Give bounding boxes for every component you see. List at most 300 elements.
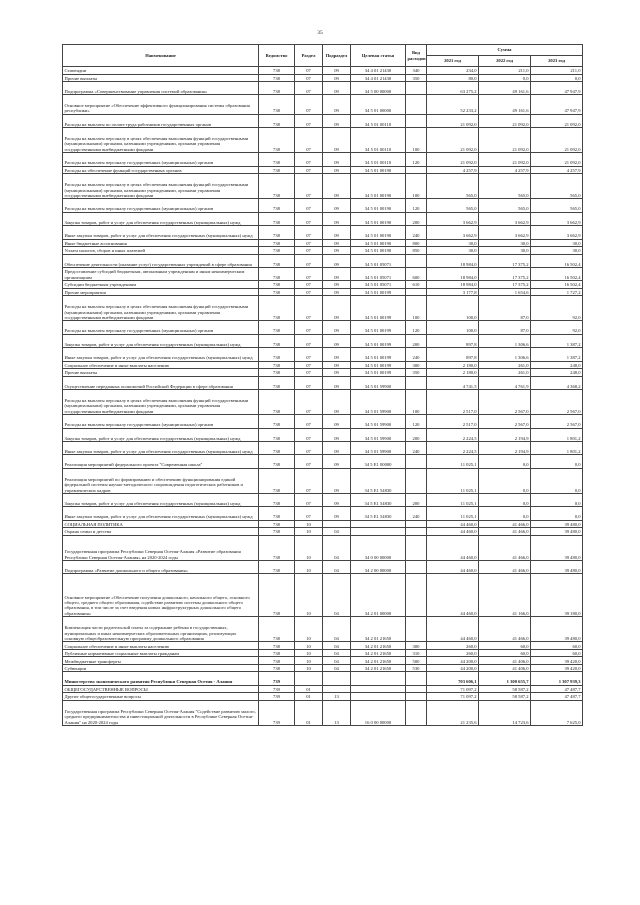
row-sum-2023: 39 480,0 [531,520,583,528]
table-row [63,390,583,415]
row-expense-type [406,95,427,114]
row-sum-2023: 16 502,4 [531,267,583,280]
row-ministry: 738 [259,334,295,347]
row-ministry: 739 [259,672,295,685]
row-sum-2022: 41 466,0 [479,617,531,642]
row-name: Государственная программа Республики Северная Осетия-Алания «Развитие образования Республики Северная Осетия-Алания» на 2020-2024 годы [63,535,259,560]
row-sum-2023: 3 662,9 [531,226,583,239]
row-ministry: 738 [259,348,295,361]
row-subsection: 09 [323,321,351,334]
row-sum-2022: 565,0 [479,174,531,199]
row-sum-2023: 60,0 [531,649,583,657]
row-name: Субвенции [63,664,259,672]
row-section: 10 [295,535,323,560]
row-ministry: 738 [259,428,295,441]
row-target: 34 5 01 00190 [351,212,406,225]
row-target: 34 2 01 21650 [351,642,406,650]
row-expense-type: 200 [406,212,427,225]
row-target: 34 5 01 00190 [351,226,406,239]
table-row [63,348,583,361]
row-sum-2021: 897,8 [427,348,479,361]
row-section: 10 [295,520,323,528]
row-sum-2023: 16 502,4 [531,281,583,289]
table-row [63,700,583,725]
row-target: 34 5 01 00190 [351,199,406,212]
row-expense-type: 100 [406,174,427,199]
table-row [63,239,583,247]
row-expense-type: 200 [406,334,427,347]
row-target [351,520,406,528]
table-row [63,664,583,672]
table-row [63,199,583,212]
row-ministry: 738 [259,74,295,82]
row-section: 10 [295,649,323,657]
row-section: 10 [295,664,323,672]
row-expense-type: 300 [406,361,427,369]
row-target: 34 5 01 59900 [351,428,406,441]
row-subsection: 09 [323,254,351,267]
row-expense-type [406,574,427,617]
row-expense-type: 240 [406,507,427,520]
row-sum-2023: 21 092,0 [531,128,583,153]
table-row [63,212,583,225]
row-section: 07 [295,247,323,255]
row-sum-2022: 41 166,0 [479,574,531,617]
row-sum-2023: 248,0 [531,361,583,369]
row-sum-2023: 30,0 [531,247,583,255]
row-name: Расходы на выплаты персоналу государственных (муниципальных) органов [63,153,259,166]
row-sum-2022: 0,0 [479,74,531,82]
row-target: 34 5 01 00199 [351,369,406,377]
row-name: Субсидии бюджетным учреждениям [63,281,259,289]
table-row [63,649,583,657]
row-sum-2023: 4 257,9 [531,166,583,174]
row-section: 07 [295,334,323,347]
row-expense-type [406,166,427,174]
row-sum-2023: 30,0 [531,239,583,247]
row-expense-type [406,114,427,127]
row-sum-2022: 30,0 [479,247,531,255]
row-ministry: 738 [259,361,295,369]
row-sum-2022: 2 567,0 [479,415,531,428]
row-target: 34 2 01 00000 [351,574,406,617]
row-sum-2023: 60,0 [531,642,583,650]
row-name: Межбюджетные трансферты [63,657,259,665]
row-subsection: 09 [323,239,351,247]
row-target: 34 2 01 21650 [351,664,406,672]
row-target: 34 5 01 00199 [351,288,406,296]
row-name: Основное мероприятие «Обеспечение получения дошкольного, начального общего, основного общего, среднего общего образования, содействие развитию системы дошкольного общего образования, в том числе за счет введения новых инфраструктурных дошкольного общего образования» [63,574,259,617]
row-expense-type: 120 [406,153,427,166]
row-sum-2022: 49 161,6 [479,82,531,95]
row-sum-2021: 11 025,1 [427,493,479,506]
row-sum-2022: 0,0 [479,507,531,520]
row-subsection: 04 [323,560,351,573]
table-row [63,428,583,441]
row-sum-2023: 39 480,0 [531,535,583,560]
row-sum-2022: 261,0 [479,369,531,377]
row-sum-2021: 897,8 [427,334,479,347]
row-name: Другие общегосударственные вопросы [63,693,259,701]
row-subsection: 04 [323,528,351,536]
row-sum-2023: 565,0 [531,199,583,212]
row-name: Расходы на выплаты персоналу государственных (муниципальных) органов [63,321,259,334]
row-sum-2021: 11 025,1 [427,507,479,520]
row-subsection: 09 [323,153,351,166]
row-sum-2022: 4 761,9 [479,376,531,389]
row-sum-2021: 21 092,0 [427,153,479,166]
row-ministry: 738 [259,617,295,642]
row-expense-type: 310 [406,649,427,657]
row-target: 34 5 00 00000 [351,82,406,95]
row-section: 10 [295,642,323,650]
row-subsection: 09 [323,348,351,361]
row-ministry: 738 [259,166,295,174]
row-name: Стипендии [63,67,259,75]
table-row [63,166,583,174]
row-subsection [323,520,351,528]
row-subsection: 09 [323,74,351,82]
row-ministry: 738 [259,520,295,528]
row-sum-2021: 44 460,0 [427,574,479,617]
row-subsection: 04 [323,664,351,672]
row-sum-2022: 87,0 [479,321,531,334]
row-sum-2021: 11 025,1 [427,468,479,493]
header-year-2021: 2021 год [427,56,479,67]
row-target: 34 5 01 00199 [351,321,406,334]
row-subsection: 04 [323,657,351,665]
row-name: Закупка товаров, работ и услуг для обеспечения государственных (муниципальных) нужд [63,334,259,347]
row-section: 07 [295,376,323,389]
row-target: 34 5 E1 54830 [351,493,406,506]
row-sum-2021: 18 984,0 [427,267,479,280]
row-subsection: 09 [323,455,351,468]
row-name: Прочие выплаты [63,74,259,82]
row-sum-2022: 1 300 655,7 [479,672,531,685]
row-sum-2022: 565,0 [479,199,531,212]
budget-table [62,44,583,726]
row-section: 07 [295,361,323,369]
row-target: 34 5 01 00199 [351,348,406,361]
row-sum-2023: 1 801,2 [531,442,583,455]
row-sum-2021: 80,0 [427,74,479,82]
header-year-2022: 2022 год [479,56,531,67]
row-ministry: 738 [259,174,295,199]
row-ministry: 738 [259,226,295,239]
row-expense-type: 240 [406,226,427,239]
table-row [63,507,583,520]
row-sum-2021: 18 984,0 [427,254,479,267]
row-expense-type [406,288,427,296]
row-subsection: 09 [323,247,351,255]
table-row [63,468,583,493]
row-sum-2022: 21 092,0 [479,153,531,166]
row-sum-2022: 41 406,0 [479,664,531,672]
row-sum-2023: 248,0 [531,369,583,377]
row-subsection: 09 [323,82,351,95]
table-row [63,247,583,255]
row-subsection [323,672,351,685]
row-ministry: 738 [259,114,295,127]
row-ministry: 738 [259,468,295,493]
row-sum-2021: 52 233,2 [427,95,479,114]
row-name: Закупка товаров, работ и услуг для обеспечения государственных (муниципальных) нужд [63,493,259,506]
row-sum-2023: 1 387,2 [531,348,583,361]
row-section: 07 [295,296,323,321]
row-ministry: 738 [259,95,295,114]
row-subsection: 09 [323,226,351,239]
row-section: 10 [295,574,323,617]
row-section: 07 [295,455,323,468]
row-sum-2023: 565,0 [531,174,583,199]
row-expense-type [406,685,427,693]
table-row [63,296,583,321]
row-ministry: 738 [259,455,295,468]
row-sum-2023: 0,0 [531,507,583,520]
row-target: 34 5 01 00000 [351,95,406,114]
row-sum-2023: 21 092,0 [531,153,583,166]
row-sum-2021: 44 200,0 [427,664,479,672]
row-section: 07 [295,153,323,166]
row-sum-2021: 4 257,9 [427,166,479,174]
row-expense-type: 120 [406,199,427,212]
row-subsection: 09 [323,361,351,369]
row-name: Расходы на выплаты персоналу государственных (муниципальных) органов [63,415,259,428]
row-section: 10 [295,657,323,665]
row-subsection: 13 [323,693,351,701]
row-expense-type [406,700,427,725]
row-sum-2021: 2 224,5 [427,428,479,441]
row-subsection [323,685,351,693]
row-section: 07 [295,493,323,506]
row-subsection: 09 [323,95,351,114]
table-row [63,369,583,377]
row-ministry: 738 [259,199,295,212]
table-row [63,693,583,701]
table-row [63,288,583,296]
table-row [63,74,583,82]
row-sum-2022: 0,0 [479,455,531,468]
row-expense-type: 200 [406,493,427,506]
row-section: 07 [295,199,323,212]
row-expense-type: 240 [406,442,427,455]
row-sum-2021: 21 092,0 [427,114,479,127]
row-name: Государственная программа Республики Северная Осетия-Алания "Содействие развитию малого, среднего предпринимательства и инвестиционной деятельности в Республике Северная Осетия-Алания" на 2020-2024 годы [63,700,259,725]
row-target: 34 5 01 00190 [351,247,406,255]
row-section: 07 [295,348,323,361]
row-sum-2021: 100,0 [427,321,479,334]
row-ministry: 738 [259,212,295,225]
header-ministry: Ведомство [259,45,295,67]
table-row [63,535,583,560]
row-ministry: 738 [259,528,295,536]
row-sum-2021: 2 517,0 [427,390,479,415]
row-expense-type: 610 [406,281,427,289]
row-ministry: 738 [259,664,295,672]
row-name: Расходы на выплаты персоналу в целях обеспечения выполнения функций государственными (муниципальными) органами, казенными учреждениями, органами управления государственными внебюджетными фондами [63,174,259,199]
row-expense-type [406,82,427,95]
table-body [63,67,583,726]
row-sum-2023: 39 480,0 [531,560,583,573]
row-sum-2021: 71 097,2 [427,693,479,701]
page-number: 35 [317,30,323,36]
row-subsection: 09 [323,390,351,415]
row-ministry: 738 [259,288,295,296]
header-expense-type: Вид расходов [406,45,427,67]
row-expense-type [406,672,427,685]
row-sum-2023: 16 502,4 [531,254,583,267]
header-subsection: Подраздел [323,45,351,67]
row-section: 10 [295,560,323,573]
row-name: Социальное обеспечение и иные выплаты населению [63,642,259,650]
row-sum-2022: 0,0 [479,468,531,493]
table-row [63,321,583,334]
table-row [63,376,583,389]
row-sum-2023: 47 947,9 [531,82,583,95]
table-row [63,267,583,280]
row-subsection: 09 [323,128,351,153]
table-row [63,174,583,199]
table-row [63,82,583,95]
row-ministry: 738 [259,281,295,289]
row-sum-2023: 92,0 [531,321,583,334]
row-target: 34 5 01 59900 [351,390,406,415]
row-sum-2021: 63 275,2 [427,82,479,95]
table-row [63,226,583,239]
row-sum-2021: 44 460,0 [427,528,479,536]
row-sum-2022: 17 375,2 [479,254,531,267]
row-sum-2022: 58 587,2 [479,693,531,701]
row-sum-2023: 47 487,7 [531,685,583,693]
header-sum: Сумма [427,45,583,56]
row-section: 07 [295,281,323,289]
table-row [63,574,583,617]
row-section: 07 [295,288,323,296]
row-section: 07 [295,321,323,334]
row-subsection: 04 [323,617,351,642]
row-target: 34 5 01 05071 [351,254,406,267]
row-sum-2023: 2 567,0 [531,390,583,415]
row-name: Расходы на выплаты персоналу в целях обеспечения выполнения функций государственными (муниципальными) органами, казенными учреждениями, органами управления государственными внебюджетными фондами [63,296,259,321]
row-expense-type: 500 [406,657,427,665]
row-sum-2022: 21 092,0 [479,114,531,127]
row-target: 34 2 01 21650 [351,657,406,665]
row-subsection: 09 [323,442,351,455]
row-target: 34 2 01 21650 [351,649,406,657]
row-section: 01 [295,700,323,725]
row-sum-2022: 4 257,9 [479,166,531,174]
row-sum-2022: 3 662,9 [479,226,531,239]
row-expense-type: 200 [406,428,427,441]
row-expense-type [406,693,427,701]
row-sum-2022: 17 375,2 [479,281,531,289]
row-ministry: 738 [259,239,295,247]
row-sum-2022: 1 306,6 [479,334,531,347]
row-expense-type: 600 [406,267,427,280]
table-row [63,95,583,114]
row-sum-2023: 7 625,0 [531,700,583,725]
row-sum-2021: 11 025,1 [427,455,479,468]
table-row [63,334,583,347]
row-sum-2022: 2 567,0 [479,390,531,415]
row-sum-2021: 18 984,0 [427,281,479,289]
row-name: Основное мероприятие «Обеспечение эффективного функционирования системы образования республики» [63,95,259,114]
row-sum-2021: 2 180,0 [427,369,479,377]
row-section: 01 [295,693,323,701]
row-ministry: 738 [259,560,295,573]
row-section: 10 [295,528,323,536]
row-name: Иные закупки товаров, работ и услуг для обеспечения государственных (муниципальных) нужд [63,442,259,455]
row-sum-2023: 0,0 [531,74,583,82]
row-target: 34 4 01 21430 [351,67,406,75]
row-subsection: 09 [323,428,351,441]
row-name: Закупка товаров, работ и услуг для обеспечения государственных (муниципальных) нужд [63,428,259,441]
row-section: 07 [295,226,323,239]
row-subsection: 09 [323,114,351,127]
row-subsection: 09 [323,376,351,389]
row-ministry: 738 [259,415,295,428]
row-ministry: 738 [259,296,295,321]
row-sum-2021: 2 180,0 [427,361,479,369]
row-subsection: 04 [323,535,351,560]
table-row [63,361,583,369]
table-row [63,672,583,685]
row-ministry: 738 [259,82,295,95]
row-subsection: 09 [323,296,351,321]
row-name: Публичные нормативные социальные выплаты гражданам [63,649,259,657]
row-target: 34 5 01 00110 [351,128,406,153]
row-section: 07 [295,67,323,75]
row-ministry: 738 [259,254,295,267]
row-subsection: 04 [323,574,351,617]
row-expense-type: 300 [406,642,427,650]
row-target: 34 5 01 05071 [351,281,406,289]
table-row [63,528,583,536]
row-expense-type: 240 [406,348,427,361]
table-row [63,685,583,693]
row-expense-type [406,535,427,560]
row-expense-type [406,254,427,267]
row-sum-2023: 39 420,0 [531,657,583,665]
table-row [63,520,583,528]
row-sum-2023: 0,0 [531,455,583,468]
row-target [351,672,406,685]
row-sum-2021: 260,0 [427,649,479,657]
row-ministry: 739 [259,685,295,693]
row-name: Прочие выплаты [63,369,259,377]
row-section: 01 [295,685,323,693]
row-name: Иные закупки товаров, работ и услуг для обеспечения государственных (муниципальных) нужд [63,507,259,520]
row-sum-2021: 30,0 [427,239,479,247]
row-name: Расходы на обеспечение функций государственных органов [63,166,259,174]
row-name: Предоставление субсидий бюджетным, автономным учреждениям и иным некоммерческим организациям [63,267,259,280]
row-subsection: 09 [323,369,351,377]
row-expense-type: 850 [406,247,427,255]
row-target: 34 5 01 00110 [351,153,406,166]
row-sum-2022: 58 587,2 [479,685,531,693]
row-target: 34 5 01 00110 [351,114,406,127]
row-sum-2021: 71 097,2 [427,685,479,693]
row-ministry: 739 [259,693,295,701]
row-name: СОЦИАЛЬНАЯ ПОЛИТИКА [63,520,259,528]
table-row [63,493,583,506]
row-ministry: 738 [259,321,295,334]
row-sum-2022: 2 194,9 [479,442,531,455]
row-sum-2023: 92,0 [531,296,583,321]
row-sum-2021: 44 460,0 [427,520,479,528]
row-sum-2021: 100,0 [427,296,479,321]
table-row [63,153,583,166]
